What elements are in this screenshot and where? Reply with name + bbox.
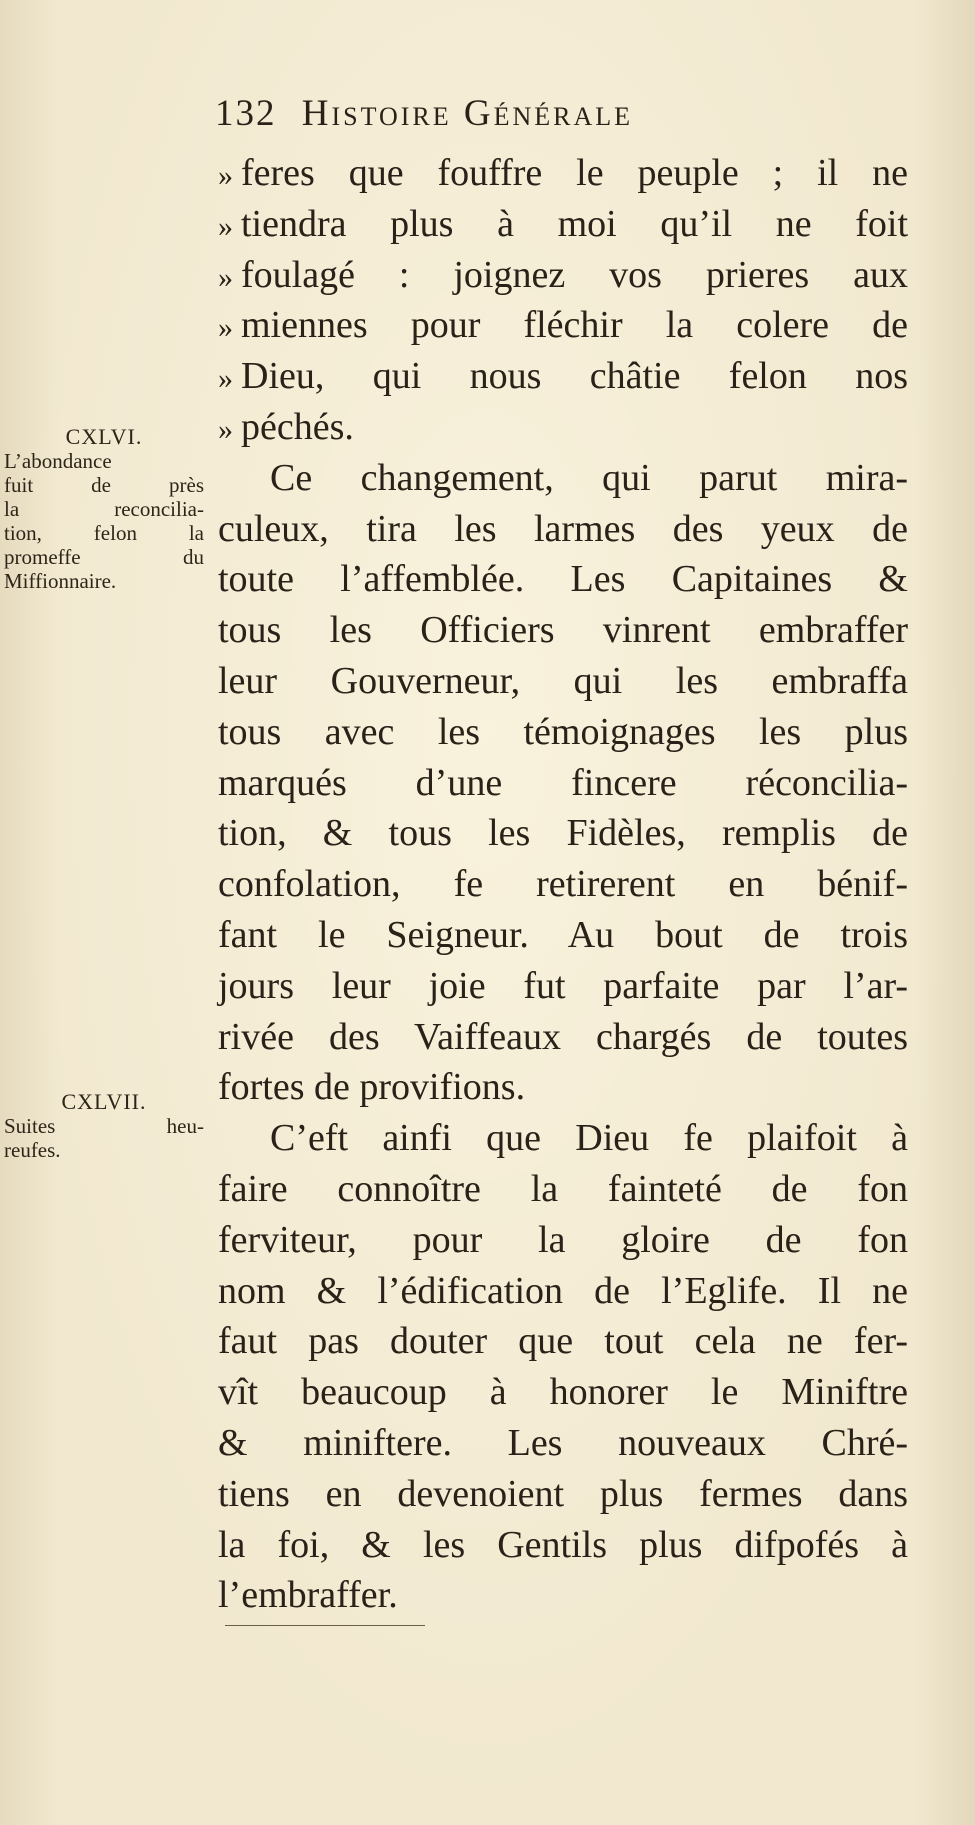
text-line: tion, & tous les Fidèles, remplis de [218, 812, 908, 855]
text-line: leur Gouverneur, qui les embraffa [218, 659, 908, 702]
margin-note-cxlvi [4, 425, 204, 593]
text-line: fant le Seigneur. Au bout de trois [218, 913, 908, 956]
text-line: la foi, & les Gentils plus difpofés à [218, 1523, 908, 1566]
margin-note-cxlvii [4, 1090, 204, 1162]
text-line: » miennes pour fléchir la colere de [218, 300, 908, 351]
text-line: » tiendra plus à moi qu’il ne foit [218, 199, 908, 250]
text-line: rivée des Vaiffeaux chargés de toutes [218, 1015, 908, 1058]
text-line: » feres que fouffre le peuple ; il ne [218, 148, 908, 199]
text-line: & miniftere. Les nouveaux Chré- [218, 1421, 908, 1464]
text-line: tous avec les témoignages les plus [218, 710, 908, 753]
margin-note-line: Suites heu- [4, 1114, 204, 1138]
text-line: toute l’affemblée. Les Capitaines & [218, 558, 908, 601]
text-line: C’eft ainfi que Dieu fe plaifoit à [270, 1117, 908, 1160]
margin-note-line: la reconcilia- [4, 497, 204, 521]
text-line: » foulagé : joignez vos prieres aux [218, 250, 908, 301]
margin-note-number: CXLVII. [61, 1089, 147, 1114]
text-line: l’embraffer. [218, 1574, 398, 1617]
margin-note-line: L’abondance [4, 449, 112, 473]
margin-note-line: reufes. [4, 1138, 61, 1162]
running-title: Histoire Générale [301, 93, 634, 134]
text-line: ferviteur, pour la gloire de fon [218, 1218, 908, 1261]
footer-rule [225, 1625, 425, 1626]
text-line: Ce changement, qui parut mira- [270, 456, 908, 499]
text-line: faire connoître la fainteté de fon [218, 1167, 908, 1210]
text-line: tiens en devenoient plus fermes dans [218, 1472, 908, 1515]
margin-note-line: tion, felon la [4, 521, 204, 545]
text-line: nom & l’édification de l’Eglife. Il ne [218, 1269, 908, 1312]
text-line: faut pas douter que tout cela ne fer- [218, 1320, 908, 1363]
text-line: confolation, fe retirerent en bénif- [218, 863, 908, 906]
running-header [215, 92, 633, 135]
text-line: tous les Officiers vinrent embraffer [218, 609, 908, 652]
text-line: » Dieu, qui nous châtie felon nos [218, 351, 908, 402]
margin-note-line: fuit de près [4, 473, 204, 497]
page-number: 132 [215, 93, 277, 134]
text-line: vît beaucoup à honorer le Miniftre [218, 1371, 908, 1414]
text-line: culeux, tira les larmes des yeux de [218, 507, 908, 550]
text-line: fortes de provifions. [218, 1066, 526, 1109]
margin-note-line: Miffionnaire. [4, 569, 117, 593]
text-line: marqués d’une fincere réconcilia- [218, 761, 908, 804]
text-line: » péchés. [218, 402, 908, 453]
text-line: jours leur joie fut parfaite par l’ar- [218, 964, 908, 1007]
margin-note-line: promeffe du [4, 545, 204, 569]
main-text [218, 148, 908, 1621]
margin-note-number: CXLVI. [65, 424, 143, 449]
